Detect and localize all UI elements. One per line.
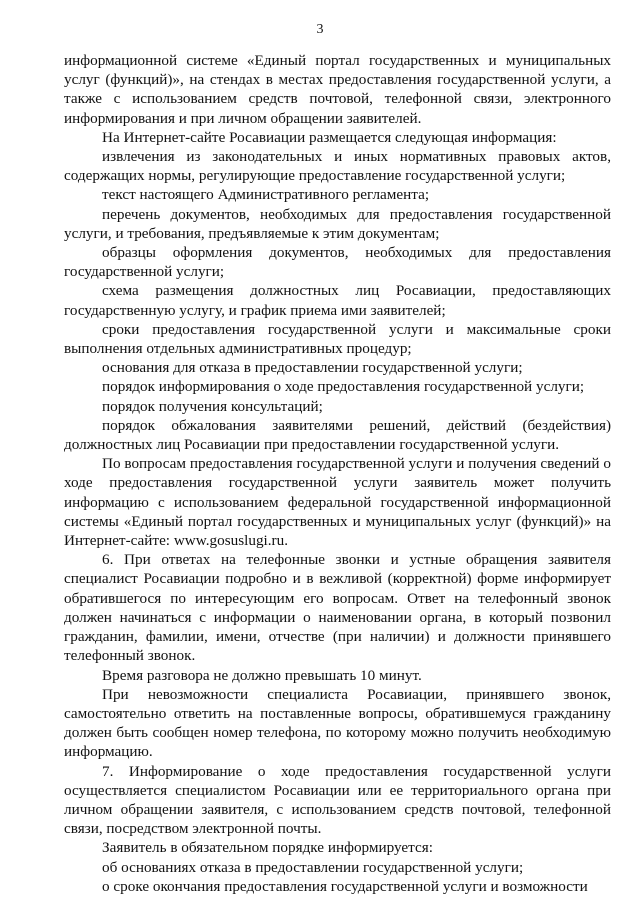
paragraph: По вопросам предоставления государственной услуги и получения сведений о ходе предоставления государственной услуги заявитель может получить информацию с использованием федеральной государственной информационной системы «Единый портал государственных и муниципальных услуг (функций)» на Интернет-сайте: www.gosuslugi.ru. <box>64 455 611 550</box>
paragraph: 6. При ответах на телефонные звонки и устные обращения заявителя специалист Росавиации подробно и в вежливой (корректной) форме информирует обратившегося по интересующим его вопросам. Ответ на телефонный звонок должен начинаться с информации о наименовании органа, в который позвонил гражданин, фамилии, имени, отчестве (при наличии) и должности принявшего телефонный звонок. <box>64 551 611 665</box>
paragraph: перечень документов, необходимых для предоставления государственной услуги, и требования, предъявляемые к этим документам; <box>64 205 611 242</box>
paragraph: На Интернет-сайте Росавиации размещается следующая информация: <box>102 128 557 146</box>
paragraph: Время разговора не должно превышать 10 минут. <box>102 666 422 684</box>
paragraph: сроки предоставления государственной услуги и максимальные сроки выполнения отдельных административных процедур; <box>64 320 611 358</box>
paragraph: схема размещения должностных лиц Росавиации, предоставляющих государственную услугу, и график приема ими заявителей; <box>64 282 611 319</box>
document-body <box>64 51 611 896</box>
paragraph: извлечения из законодательных и иных нормативных правовых актов, содержащих нормы, регулирующие предоставление государственной услуги; <box>64 148 611 185</box>
paragraph: текст настоящего Административного регламента; <box>102 186 430 204</box>
paragraph: информационной системе «Единый портал государственных и муниципальных услуг (функций)», на стендах в местах предоставления государственной услуги, а также с использованием средств почтовой, телефонной связи, электронного информирования и при личном обращении заявителей. <box>64 52 611 127</box>
page-number: 3 <box>316 22 324 37</box>
paragraph: Заявитель в обязательном порядке информируется: <box>102 839 433 857</box>
paragraph: образцы оформления документов, необходимых для предоставления государственной услуги; <box>64 244 611 281</box>
paragraph: об основаниях отказа в предоставлении государственной услуги; <box>102 858 524 876</box>
paragraph: порядок информирования о ходе предоставления государственной услуги; <box>102 378 585 396</box>
paragraph: При невозможности специалиста Росавиации, принявшего звонок, самостоятельно ответить на поставленные вопросы, обратившемуся гражданину должен быть сообщен номер телефона, по которому можно получить необходимую информацию. <box>64 685 611 761</box>
paragraph: основания для отказа в предоставлении государственной услуги; <box>102 359 523 377</box>
paragraph: 7. Информирование о ходе предоставления государственной услуги осуществляется специалистом Росавиации или ее территориального органа при личном обращении заявителя, с использованием средств почтовой, телефонной связи, посредством электронной почты. <box>64 762 611 838</box>
paragraph: порядок обжалования заявителями решений, действий (бездействия) должностных лиц Росавиации при предоставлении государственной услуги. <box>64 416 611 454</box>
paragraph: о сроке окончания предоставления государственной услуги и возможности <box>102 877 588 895</box>
paragraph: порядок получения консультаций; <box>102 397 323 415</box>
